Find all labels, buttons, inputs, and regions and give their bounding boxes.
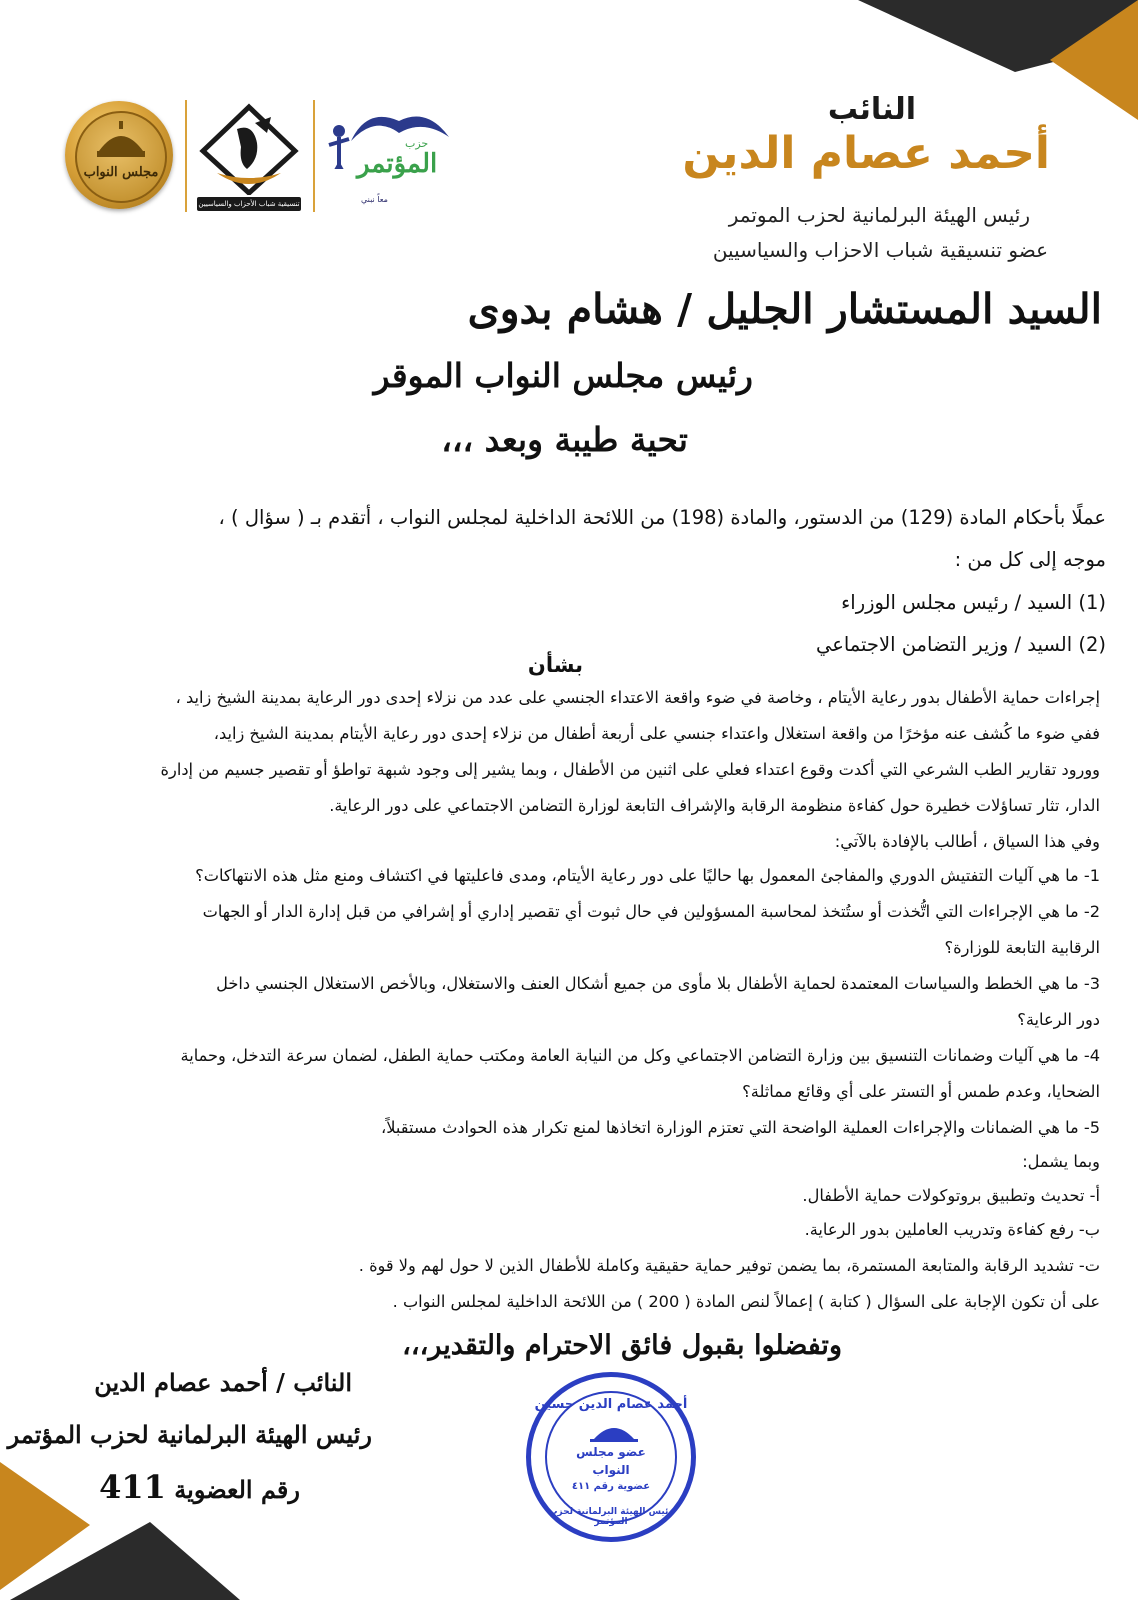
question-2-cont: الرقابية التابعة للوزارة؟ <box>944 938 1100 957</box>
logo-divider <box>313 100 315 212</box>
official-stamp <box>526 1372 696 1542</box>
includes-label: وبما يشمل: <box>1022 1152 1100 1171</box>
body-line: ففي ضوء ما كُشف عنه مؤخرًا من واقعة استغلال واعتداء جنسي على أربعة أطفال من نزلاء إحدى دور رعاية الأيتام بمدينة الشيخ زايد، <box>213 724 1100 743</box>
written-answer-note: على أن تكون الإجابة على السؤال ( كتابة ) إعمالاً لنص المادة ( 200 ) من اللائحة الداخلية لمجلس النواب . <box>392 1292 1100 1311</box>
sub-item-c: ت- تشديد الرقابة والمتابعة المستمرة، بما يضمن توفير حماية حقيقية وكاملة للأطفال الذين لا حول لهم ولا قوة . <box>358 1256 1100 1275</box>
party-name-label: المؤتمر <box>357 149 438 179</box>
parliament-dome-icon <box>584 1417 644 1443</box>
logo-strip <box>55 95 475 225</box>
recipient-2: (2) السيد / وزير التضامن الاجتماعي <box>815 633 1106 656</box>
header-membership-line: عضو تنسيقية شباب الاحزاب والسياسيين <box>712 238 1048 262</box>
subject-label: بشأن <box>527 653 583 677</box>
sub-item-b: ب- رفع كفاءة وتدريب العاملين بدور الرعاية. <box>804 1220 1100 1239</box>
question-3-cont: دور الرعاية؟ <box>1017 1010 1100 1029</box>
question-4-cont: الضحايا، وعدم طمس أو التستر على أي وقائع مماثلة؟ <box>742 1082 1100 1101</box>
signature-title: رئيس الهيئة البرلمانية لحزب المؤتمر <box>7 1420 372 1449</box>
dome-icon <box>77 113 165 163</box>
recipient-1: (1) السيد / رئيس مجلس الوزراء <box>841 591 1106 614</box>
question-5: 5- ما هي الضمانات والإجراءات العملية الواضحة التي تعتزم الوزارة اتخاذها لمنع تكرار هذه الحوادث مستقبلاً، <box>381 1118 1100 1137</box>
stamp-text-2: النواب <box>592 1463 630 1477</box>
addressee-line: السيد المستشار الجليل / هشام بدوى <box>467 285 1102 333</box>
header-position-line: رئيس الهيئة البرلمانية لحزب الموتمر <box>728 203 1030 227</box>
membership-number: 411 <box>99 1468 166 1506</box>
question-3: 3- ما هي الخطط والسياسات المعتمدة لحماية الأطفال بلا مأوى من جميع أشكال العنف والاستغلال، وبالأخص الاستغلال الجنسي داخل <box>216 974 1100 993</box>
coordination-emblem-icon <box>197 103 301 195</box>
coordination-caption: تنسيقية شباب الأحزاب والسياسيين <box>197 197 301 211</box>
stamp-text-3: عضوية رقم ٤١١ <box>571 1481 651 1492</box>
intro-addressed-to: موجه إلى كل من : <box>954 548 1106 571</box>
parliament-seal-logo <box>65 101 173 209</box>
body-line: وفي هذا السياق ، أطالب بالإفادة بالآتي: <box>834 832 1100 851</box>
greeting: تحية طيبة وبعد ،،، <box>441 420 688 459</box>
question-2: 2- ما هي الإجراءات التي اتُّخذت أو ستُتخذ لمحاسبة المسؤولين في حال ثبوت أي تقصير إداري أو إشرافي من قبل إدارة الدار أو الجهات <box>202 902 1100 921</box>
stamp-top-text: أحمد عصام الدين حسين <box>534 1397 688 1412</box>
question-4: 4- ما هي آليات وضمانات التنسيق بين وزارة التضامن الاجتماعي وكل من النيابة العامة ومكتب حماية الطفل، لضمان سرعة التدخل، وحماية <box>180 1046 1100 1065</box>
intro-line: عملًا بأحكام المادة (129) من الدستور، والمادة (198) من اللائحة الداخلية لمجلس النواب ، أتقدم بـ ( سؤال ) ، <box>218 506 1106 529</box>
stamp-bottom-text: رئيس الهيئة البرلمانية لحزب المؤتمر <box>548 1507 674 1527</box>
logo-divider <box>185 100 187 212</box>
coordination-logo <box>197 103 301 211</box>
membership-label: رقم العضوية <box>174 1475 300 1504</box>
stamp-text-1: عضو مجلس <box>576 1445 646 1459</box>
header-role: النائب <box>827 92 916 127</box>
signature-name: النائب / أحمد عصام الدين <box>94 1368 352 1397</box>
body-line: وورود تقارير الطب الشرعي التي أكدت وقوع اعتداء فعلي على اثنين من الأطفال ، وبما يشير إلى وجود شبهة تواطؤ أو تقصير جسيم من إدارة <box>160 760 1100 779</box>
party-small-label: حزب <box>405 137 429 150</box>
membership-line <box>99 1468 300 1506</box>
seal-label: مجلس النواب <box>83 165 159 180</box>
question-1: 1- ما هي آليات التفتيش الدوري والمفاجئ المعمول بها حاليًا على دور رعاية الأيتام، ومدى فاعليتها في اكتشاف ومنع مثل هذه الانتهاكات؟ <box>195 866 1100 885</box>
addressee-title: رئيس مجلس النواب الموقر <box>373 356 753 395</box>
header-name: أحمد عصام الدين <box>682 128 1050 179</box>
body-line: إجراءات حماية الأطفال بدور رعاية الأيتام ، وخاصة في ضوء واقعة الاعتداء الجنسي على عدد من نزلاء إحدى دور الرعاية بمدينة الشيخ زايد ، <box>175 688 1100 707</box>
closing-line: وتفضلوا بقبول فائق الاحترام والتقدير،،، <box>402 1330 842 1361</box>
body-line: الدار، تثار تساؤلات خطيرة حول كفاءة منظومة الرقابة والإشراف التابعة لوزارة التضامن الاجتماعي على دور الرعاية. <box>329 796 1100 815</box>
party-slogan: معاً نبني <box>361 195 388 204</box>
conference-party-logo <box>327 109 457 213</box>
sub-item-a: أ- تحديث وتطبيق بروتوكولات حماية الأطفال. <box>802 1186 1100 1205</box>
